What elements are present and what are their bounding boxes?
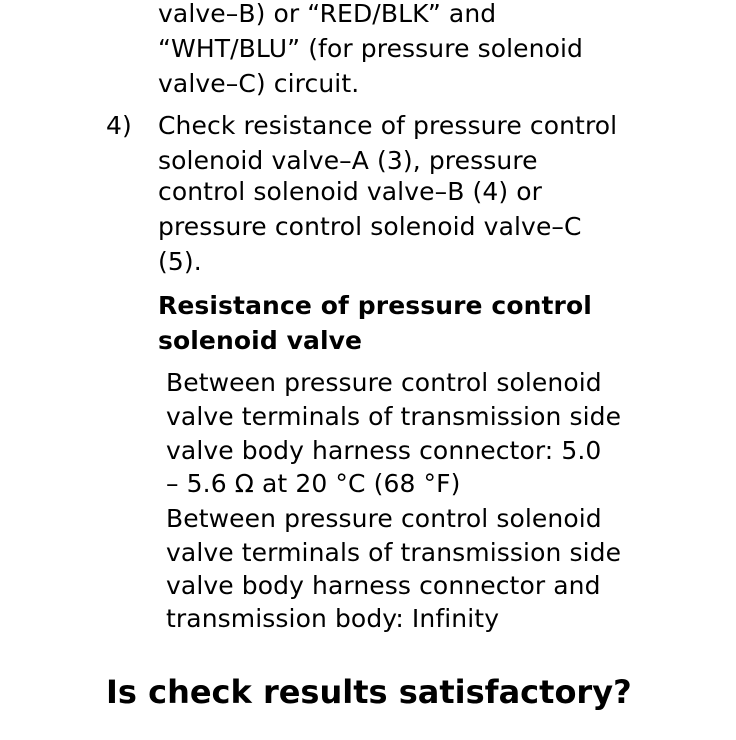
spec-item-line: transmission body: Infinity [166,604,500,633]
spec-heading: Resistance of pressure control [158,291,592,320]
spec-item-line: valve body harness connector: 5.0 [166,436,602,465]
spec-item-line: valve terminals of transmission side [166,538,622,567]
spec-item-line: – 5.6 Ω at 20 °C (68 °F) [166,469,461,498]
check-result-question: Is check results satisfactory? [106,673,632,711]
spec-item-line: Between pressure control solenoid [166,368,602,397]
text-line: control solenoid valve–B (4) or [158,177,543,206]
spec-item-line: valve body harness connector and [166,571,601,600]
text-line: valve–B) or “RED/BLK” and [158,0,497,28]
text-line: (5). [158,247,202,276]
spec-item-line: valve terminals of transmission side [166,402,622,431]
text-line: solenoid valve–A (3), pressure [158,146,538,175]
text-line: “WHT/BLU” (for pressure solenoid [158,34,584,63]
spec-heading: solenoid valve [158,326,363,355]
text-line: Check resistance of pressure control [158,111,618,140]
text-line: pressure control solenoid valve–C [158,212,582,241]
text-line: valve–C) circuit. [158,69,360,98]
step-number: 4) [106,111,132,140]
spec-item-line: Between pressure control solenoid [166,504,602,533]
